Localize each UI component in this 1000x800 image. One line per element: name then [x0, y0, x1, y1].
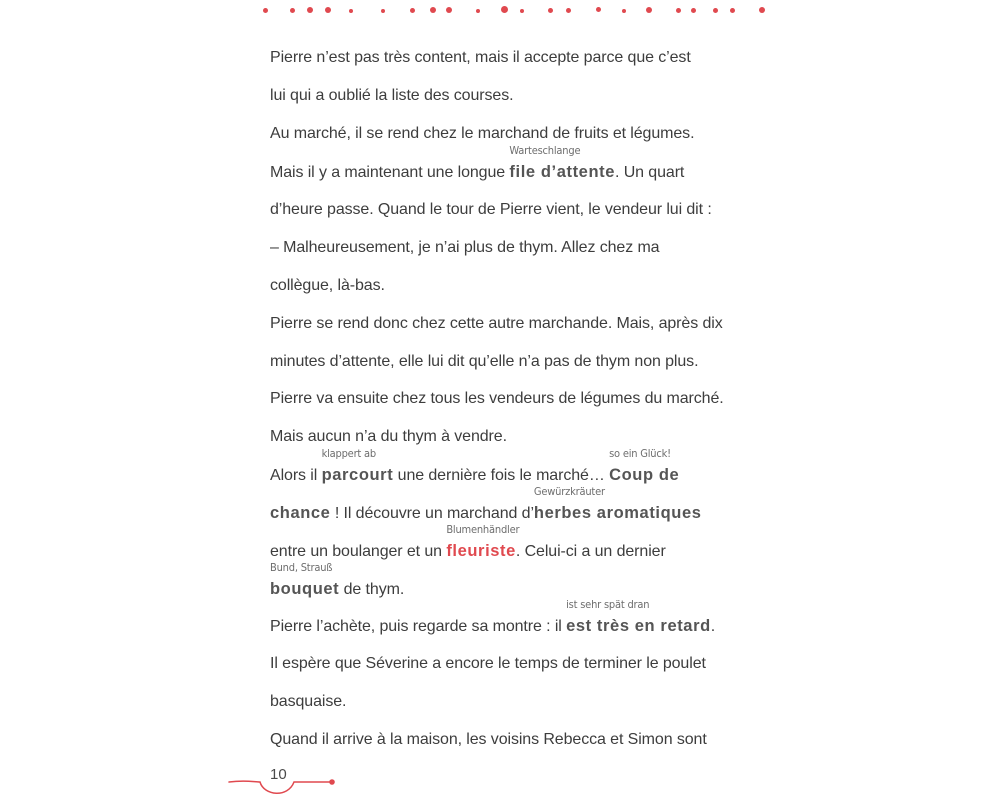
- text-line: [270, 427, 507, 447]
- footer-dot: [329, 779, 335, 785]
- text-segment: Pierre l’achète, puis regarde sa montre : il: [270, 618, 567, 635]
- vocab-word: parcourt: [321, 466, 394, 484]
- text-line: [270, 238, 659, 258]
- border-dot: [501, 6, 508, 13]
- border-dot: [548, 8, 553, 13]
- vocab-term: [270, 561, 340, 600]
- text-segment: Pierre va ensuite chez tous les vendeurs de légumes du marché.: [270, 390, 724, 407]
- text-line: [270, 561, 405, 600]
- text-segment: Il espère que Séverine a encore le temps de terminer le poulet: [270, 655, 706, 672]
- vocab-term: [533, 485, 702, 524]
- border-dot: [430, 7, 436, 13]
- vocab-word: bouquet: [270, 580, 340, 598]
- border-dot: [290, 8, 295, 13]
- text-line: [270, 48, 691, 68]
- text-line: [270, 200, 712, 220]
- border-dot: [263, 8, 268, 13]
- text-segment: Alors il: [270, 467, 322, 484]
- border-dot: [381, 9, 385, 13]
- text-line: [270, 485, 702, 524]
- vocab-word: Coup de: [609, 466, 680, 484]
- border-dot: [349, 9, 353, 13]
- text-line: [270, 144, 685, 183]
- text-segment: une dernière fois le marché…: [393, 467, 610, 484]
- text-line: [270, 654, 706, 674]
- border-dot: [520, 9, 524, 13]
- text-line: [270, 124, 694, 144]
- border-dot: [759, 7, 765, 13]
- text-segment: entre un boulanger et un: [270, 543, 447, 560]
- vocab-term: [446, 523, 520, 562]
- text-segment: collègue, là-bas.: [270, 277, 385, 294]
- decorative-dotted-border: [0, 0, 1000, 24]
- text-segment: Mais aucun n’a du thym à vendre.: [270, 428, 507, 445]
- text-segment: – Malheureusement, je n’ai plus de thym. Allez chez ma: [270, 239, 660, 256]
- text-line: [270, 447, 680, 486]
- border-dot: [596, 7, 601, 12]
- border-dot: [410, 8, 415, 13]
- text-segment: Quand il arrive à la maison, les voisins Rebecca et Simon sont: [270, 731, 707, 748]
- text-line: [270, 598, 716, 637]
- vocab-term: [566, 598, 711, 637]
- text-line: [270, 352, 698, 372]
- text-segment: Mais il y a maintenant une longue: [270, 164, 510, 181]
- vocab-term: [509, 144, 616, 183]
- border-dot: [566, 8, 571, 13]
- vocab-gloss: so ein Glück!: [609, 447, 671, 460]
- page-number: 10: [270, 766, 287, 783]
- vocab-term: [609, 447, 680, 486]
- text-segment: de thym.: [339, 581, 405, 598]
- text-segment: minutes d’attente, elle lui dit qu’elle n’a pas de thym non plus.: [270, 353, 699, 370]
- border-dot: [646, 7, 652, 13]
- border-dot: [691, 8, 696, 13]
- text-line: [270, 692, 346, 712]
- border-dot: [676, 8, 681, 13]
- text-segment: lui qui a oublié la liste des courses.: [270, 87, 514, 104]
- text-segment: basquaise.: [270, 693, 347, 710]
- vocab-gloss: Warteschlange: [509, 144, 581, 157]
- text-segment: d’heure passe. Quand le tour de Pierre vient, le vendeur lui dit :: [270, 201, 712, 218]
- vocab-gloss: Gewürzkräuter: [533, 485, 605, 498]
- border-dot: [622, 9, 626, 13]
- vocab-word: file d’attente: [509, 163, 616, 181]
- border-dot: [730, 8, 735, 13]
- vocab-word: chance: [270, 504, 331, 522]
- page-footer: [226, 760, 346, 800]
- border-dot: [476, 9, 480, 13]
- text-segment: Au marché, il se rend chez le marchand de fruits et légumes.: [270, 125, 695, 142]
- text-line: [270, 730, 707, 750]
- text-segment: Pierre n’est pas très content, mais il accepte parce que c’est: [270, 49, 691, 66]
- border-dot: [446, 7, 452, 13]
- text-segment: ! Il découvre un marchand d’: [330, 505, 534, 522]
- text-segment: . Celui-ci a un dernier: [515, 543, 666, 560]
- vocab-gloss: ist sehr spät dran: [566, 598, 650, 611]
- vocab-term: [321, 447, 394, 486]
- vocab-gloss: klappert ab: [321, 447, 377, 460]
- border-dot: [713, 8, 718, 13]
- text-line: [270, 86, 513, 106]
- text-line: [270, 276, 385, 296]
- vocab-gloss: Bund, Strauß: [270, 561, 333, 574]
- text-segment: . Un quart: [615, 164, 685, 181]
- text-line: [270, 389, 724, 409]
- text-line: [270, 314, 723, 334]
- border-dot: [307, 7, 313, 13]
- border-dot: [325, 7, 331, 13]
- vocab-gloss: Blumenhändler: [446, 523, 520, 536]
- vocab-word: herbes aromatiques: [533, 504, 702, 522]
- text-segment: .: [710, 618, 716, 635]
- vocab-word-highlight: fleuriste: [446, 542, 516, 560]
- text-line: [270, 523, 666, 562]
- vocab-word: est très en retard: [566, 617, 711, 635]
- text-segment: Pierre se rend donc chez cette autre marchande. Mais, après dix: [270, 315, 723, 332]
